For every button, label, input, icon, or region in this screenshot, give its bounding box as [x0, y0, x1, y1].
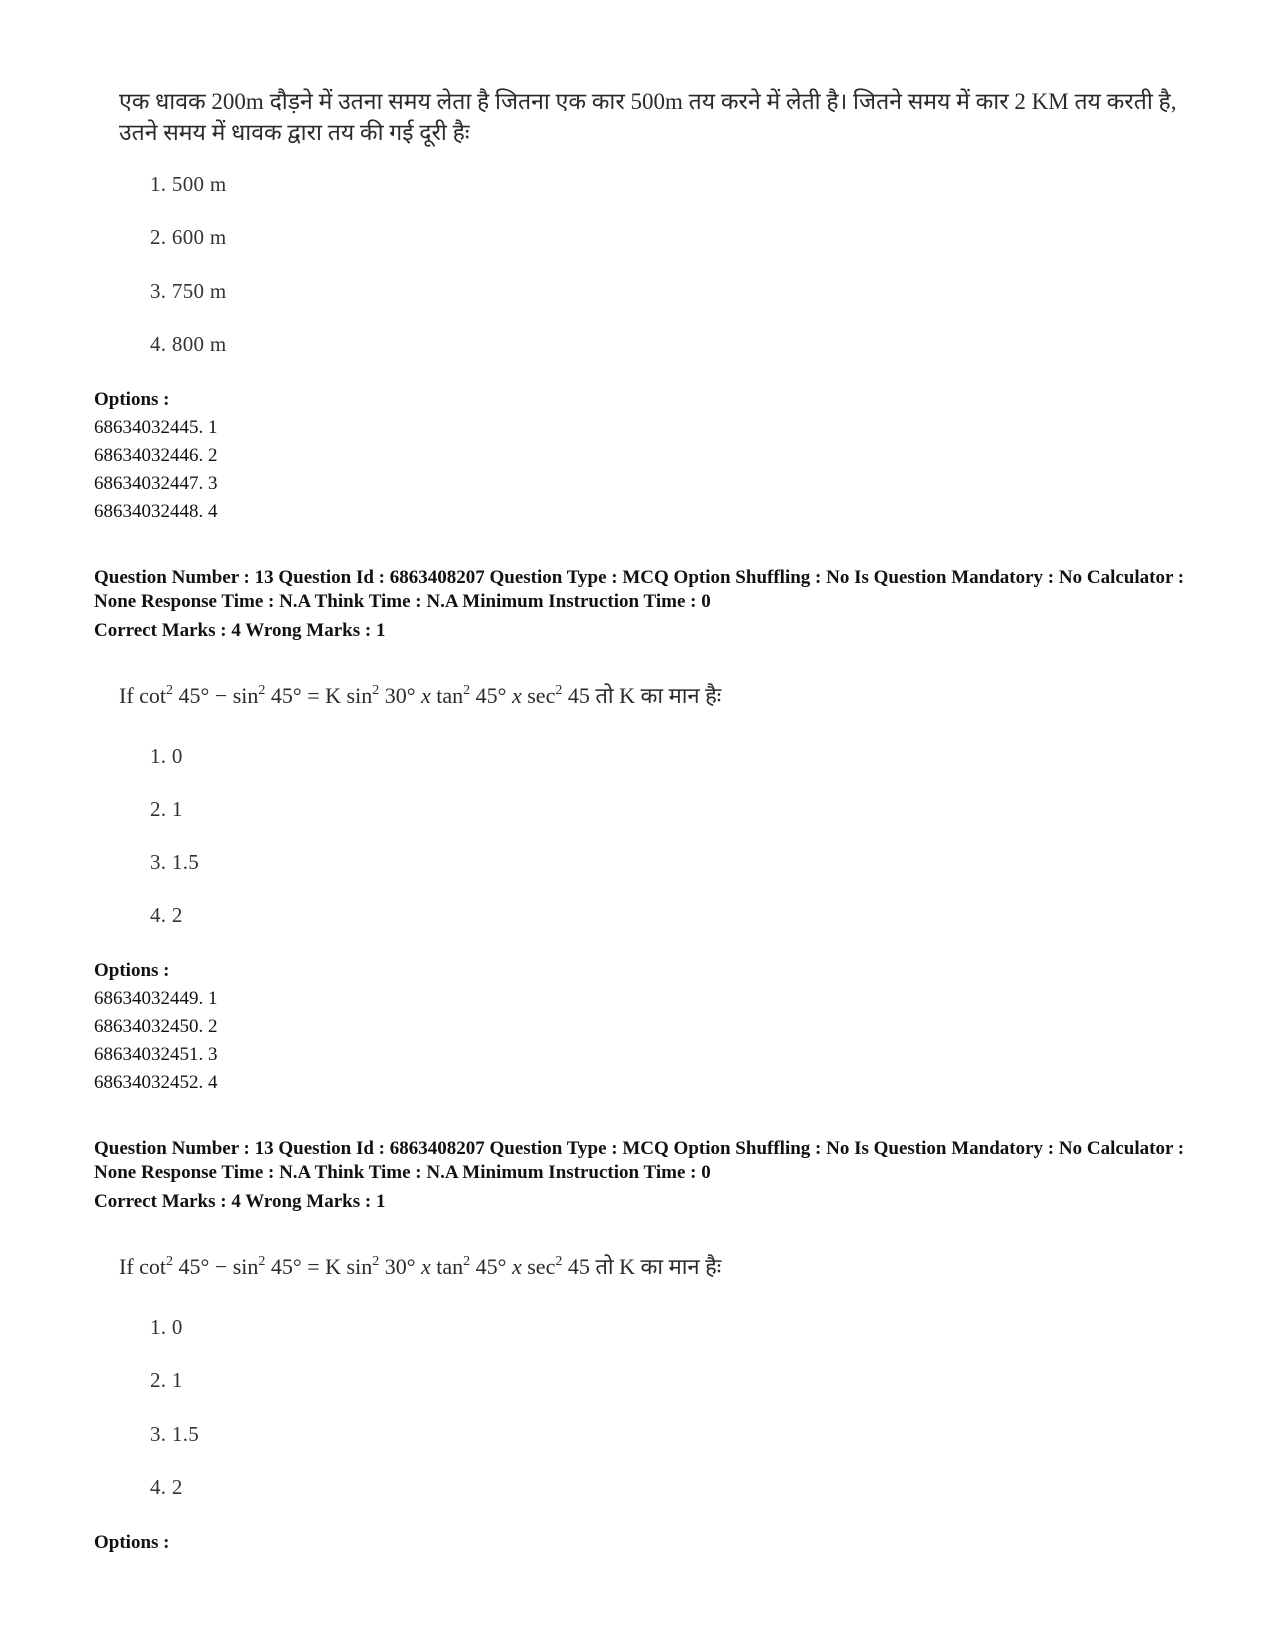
answer-choice-4: 4. 800 m — [150, 332, 227, 356]
options-heading: Options : — [94, 1532, 170, 1553]
answer-choice-1: 1. 0 — [150, 1315, 183, 1339]
answer-choice-3: 3. 1.5 — [150, 1422, 200, 1446]
question-meta: Question Number : 13 Question Id : 6863408207 Question Type : MCQ Option Shuffling : No Is Question Mandatory : No Calculator : None Response Time : N.A Think Time : N.A Minimum Instruction Time : 0 — [94, 1138, 1185, 1183]
question-equation: If $\cot^2 45^\circ - \sin^2 45^\circ = K$ $\sin^2 30^\circ$ x $\tan^2 45^\circ$ x $\sec^2 45$ तो K का मान हैः — [119, 683, 722, 708]
answer-choice-2: 2. 600 m — [150, 225, 227, 249]
option-id-3: 68634032447. 3 — [94, 473, 218, 494]
answer-choice-4: 4. 2 — [150, 903, 183, 927]
question-marks: Correct Marks : 4 Wrong Marks : 1 — [94, 620, 386, 641]
answer-choice-2: 2. 1 — [150, 1368, 183, 1392]
options-heading: Options : — [94, 960, 170, 981]
answer-choice-3: 3. 750 m — [150, 279, 227, 303]
question-meta: Question Number : 13 Question Id : 6863408207 Question Type : MCQ Option Shuffling : No Is Question Mandatory : No Calculator : None Response Time : N.A Think Time : N.A Minimum Instruction Time : 0 — [94, 567, 1185, 612]
option-id-1: 68634032445. 1 — [94, 417, 218, 438]
option-id-3: 68634032451. 3 — [94, 1044, 218, 1065]
answer-choice-1: 1. 500 m — [150, 172, 227, 196]
answer-choice-1: 1. 0 — [150, 744, 183, 768]
option-id-4: 68634032452. 4 — [94, 1072, 218, 1093]
option-id-2: 68634032446. 2 — [94, 445, 218, 466]
answer-choice-4: 4. 2 — [150, 1475, 183, 1499]
options-heading: Options : — [94, 389, 170, 410]
answer-choice-3: 3. 1.5 — [150, 850, 200, 874]
question-text: एक धावक 200m दौड़ने में उतना समय लेता है जितना एक कार 500m तय करने में लेती है। जितने समय में कार 2 KM तय करती है, उतने समय में धावक द्वारा तय की गई दूरी हैः — [119, 89, 1177, 145]
answer-choice-2: 2. 1 — [150, 797, 183, 821]
option-id-2: 68634032450. 2 — [94, 1016, 218, 1037]
question-equation: If $\cot^2 45^\circ - \sin^2 45^\circ = K$ $\sin^2 30^\circ$ x $\tan^2 45^\circ$ x $\sec^2 45$ तो K का मान हैः — [119, 1254, 722, 1279]
question-marks: Correct Marks : 4 Wrong Marks : 1 — [94, 1191, 386, 1212]
option-id-4: 68634032448. 4 — [94, 501, 218, 522]
option-id-1: 68634032449. 1 — [94, 988, 218, 1009]
